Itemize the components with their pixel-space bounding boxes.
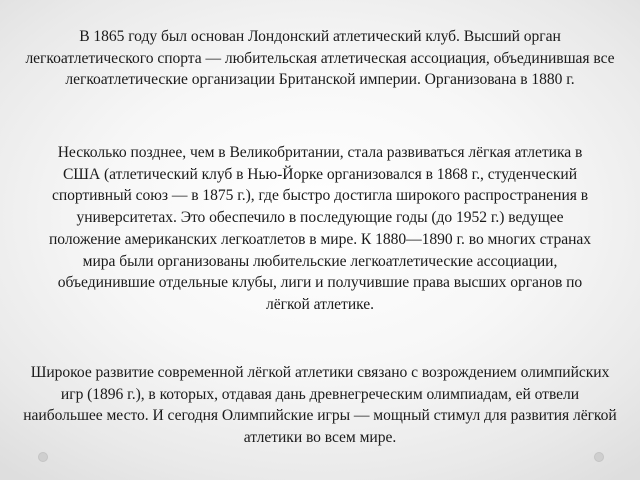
next-slide-dot-icon[interactable] xyxy=(594,452,604,462)
paragraph-london-athletic-club: В 1865 году был основан Лондонский атлетический клуб. Высший орган легкоатлетического спорта — любительская атлетическая ассоциация, объединившая все легкоатлетические организации Британской империи. Организована в 1880 г. xyxy=(25,28,615,89)
paragraph-usa-athletics: Несколько позднее, чем в Великобритании, стала развиваться лёгкая атлетика в США (атлетический клуб в Нью-Йорке организовался в 1868 г., студенческий спортивный союз — в 1875 г.), где быстро достигла широкого распространения в университетах. Это обеспечило в последующие годы (до 1952 г.) ведущее положение американских легкоатлетов в мире. К 1880—1890 г. во многих странах мира были организованы любительские легкоатлетические ассоциации, объединившие отдельные клубы, лиги и получившие права высших органов по лёгкой атлетике. xyxy=(48,144,591,313)
paragraph-olympic-games: Широкое развитие современной лёгкой атлетики связано с возрождением олимпийских игр (1896 г.), в которых, отдавая дань древнегреческим олимпиадам, ей отвели наибольшее место. И сегодня Олимпийские игры — мощный стимул для развития лёгкой атлетики во всем мире. xyxy=(23,364,617,447)
previous-slide-dot-icon[interactable] xyxy=(38,452,48,462)
